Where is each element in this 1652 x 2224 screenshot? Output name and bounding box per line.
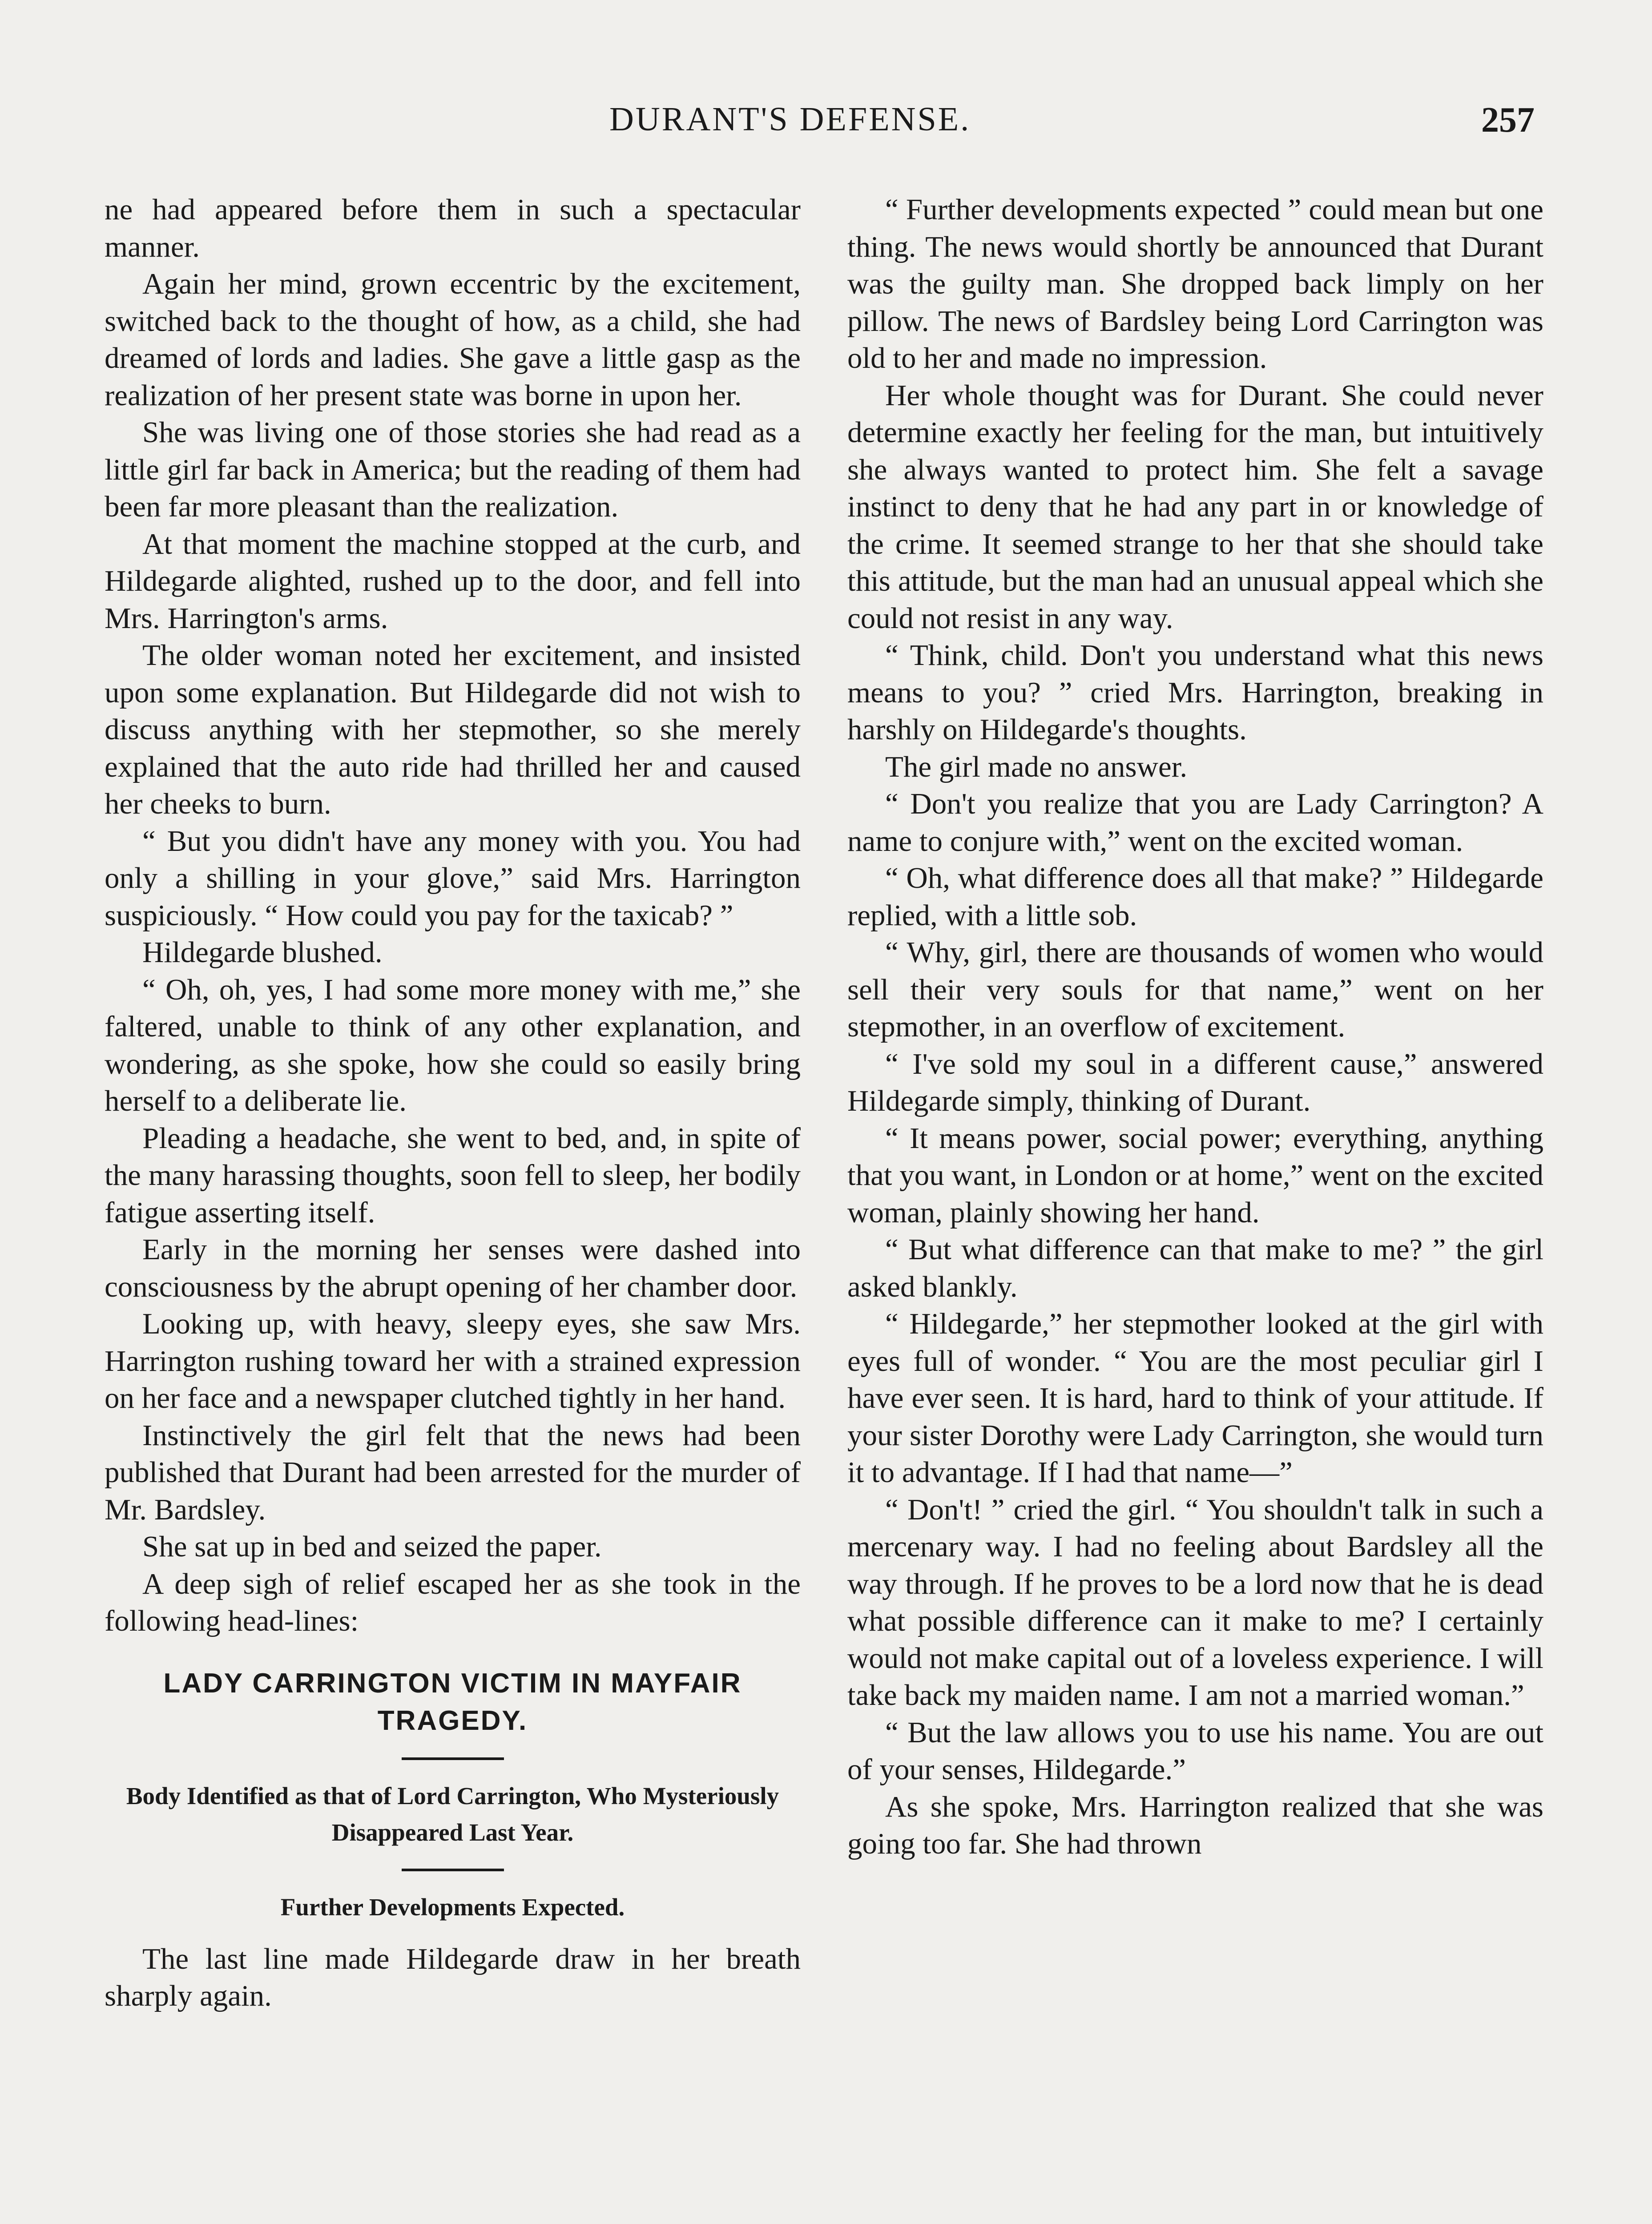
paragraph: The girl made no answer. — [885, 750, 1188, 783]
paragraph: Looking up, with heavy, sleepy eyes, she saw Mrs. Harrington rushing toward her with a strained expression on her face and a newspaper clutched tightly in her hand. — [105, 1307, 801, 1414]
paragraph: “ Don't you realize that you are Lady Carrington? A name to conjure with,” went on the excited woman. — [847, 787, 1543, 858]
paragraph: “ Hildegarde,” her stepmother looked at the girl with eyes full of wonder. “ You are the most peculiar girl I have ever seen. It is hard, hard to think of your attitude. If your sister Dorothy were Lady Carrington, she would turn it to advantage. If I had that name—” — [847, 1307, 1543, 1489]
running-title: DURANT'S DEFENSE. — [609, 101, 971, 138]
divider — [402, 1757, 504, 1760]
headline: LADY CARRINGTON VICTIM IN MAYFAIR TRAGEDY. — [163, 1668, 742, 1736]
page-header — [0, 100, 1652, 149]
paragraph: “ But you didn't have any money with you. You had only a shilling in your glove,” said Mrs. Harrington suspiciously. “ How could you pay for the taxicab? ” — [105, 824, 801, 932]
paragraph: “ Oh, what difference does all that make? ” Hildegarde replied, with a little sob. — [847, 862, 1543, 932]
paragraph: The last line made Hildegarde draw in her breath sharply again. — [105, 1942, 801, 2012]
left-column — [105, 191, 801, 2015]
paragraph: “ I've sold my soul in a different cause,” answered Hildegarde simply, thinking of Durant. — [847, 1047, 1543, 1117]
paragraph: ne had appeared before them in such a spectacular manner. — [105, 193, 801, 263]
paragraph: “ But what difference can that make to me? ” the girl asked blankly. — [847, 1233, 1543, 1303]
paragraph: Again her mind, grown eccentric by the excitement, switched back to the thought of how, as a child, she had dreamed of lords and ladies. She gave a little gasp as the realization of her present state was borne in upon her. — [105, 267, 801, 412]
paragraph: Pleading a headache, she went to bed, and, in spite of the many harassing thoughts, soon fell to sleep, her bodily fatigue asserting itself. — [105, 1121, 801, 1229]
paragraph: “ Don't! ” cried the girl. “ You shouldn't talk in such a mercenary way. I had no feeling about Bardsley all the way through. If he proves to be a lord now that he is dead what possible difference can it make to me? I certainly would not make capital out of a loveless experience. I will take back my maiden name. I am not a married woman.” — [847, 1493, 1543, 1712]
paragraph: She sat up in bed and seized the paper. — [142, 1530, 602, 1563]
paragraph: “ Further developments expected ” could mean but one thing. The news would shortly be announced that Durant was the guilty man. She dropped back limply on her pillow. The news of Bardsley being Lord Carrington was old to her and made no impression. — [847, 193, 1543, 375]
paragraph: “ But the law allows you to use his name. You are out of your senses, Hildegarde.” — [847, 1716, 1543, 1786]
paragraph: “ Think, child. Don't you understand what this news means to you? ” cried Mrs. Harrington, breaking in harshly on Hildegarde's thoughts. — [847, 639, 1543, 746]
page-number: 257 — [1481, 101, 1535, 140]
paragraph: Her whole thought was for Durant. She could never determine exactly her feeling for the man, but intuitively she always wanted to protect him. She felt a savage instinct to deny that he had any part in or knowledge of the crime. It seemed strange to her that she should take this attitude, but the man had an unusual appeal which she could not resist in any way. — [847, 379, 1543, 635]
subheadline: Further Developments Expected. — [280, 1893, 625, 1921]
paragraph: Hildegarde blushed. — [142, 936, 383, 969]
paragraph: Early in the morning her senses were dashed into consciousness by the abrupt opening of her chamber door. — [105, 1233, 801, 1303]
paragraph: She was living one of those stories she had read as a little girl far back in America; but the reading of them had been far more pleasant than the realization. — [105, 416, 801, 523]
paragraph: As she spoke, Mrs. Harrington realized that she was going too far. She had thrown — [847, 1790, 1543, 1860]
newspaper-headlines — [105, 1665, 801, 1926]
paragraph: At that moment the machine stopped at the curb, and Hildegarde alighted, rushed up to the door, and fell into Mrs. Harrington's arms. — [105, 527, 801, 635]
right-column — [847, 191, 1543, 1863]
paragraph: “ It means power, social power; everything, anything that you want, in London or at home,” went on the excited woman, plainly showing her hand. — [847, 1121, 1543, 1229]
paragraph: “ Oh, oh, yes, I had some more money with me,” she faltered, unable to think of any other explanation, and wondering, as she spoke, how she could so easily bring herself to a deliberate lie. — [105, 973, 801, 1117]
paragraph: “ Why, girl, there are thousands of women who would sell their very souls for that name,” went on her stepmother, in an overflow of excitement. — [847, 936, 1543, 1043]
paragraph: Instinctively the girl felt that the news had been published that Durant had been arrested for the murder of Mr. Bardsley. — [105, 1418, 801, 1526]
divider — [402, 1869, 504, 1871]
paragraph: The older woman noted her excitement, and insisted upon some explanation. But Hildegarde did not wish to discuss anything with her stepmother, so she merely explained that the auto ride had thrilled her and caused her cheeks to burn. — [105, 639, 801, 820]
subheadline: Body Identified as that of Lord Carrington, Who Mysteriously Disappeared Last Year. — [126, 1782, 779, 1846]
paragraph: A deep sigh of relief escaped her as she took in the following head-lines: — [105, 1567, 801, 1637]
